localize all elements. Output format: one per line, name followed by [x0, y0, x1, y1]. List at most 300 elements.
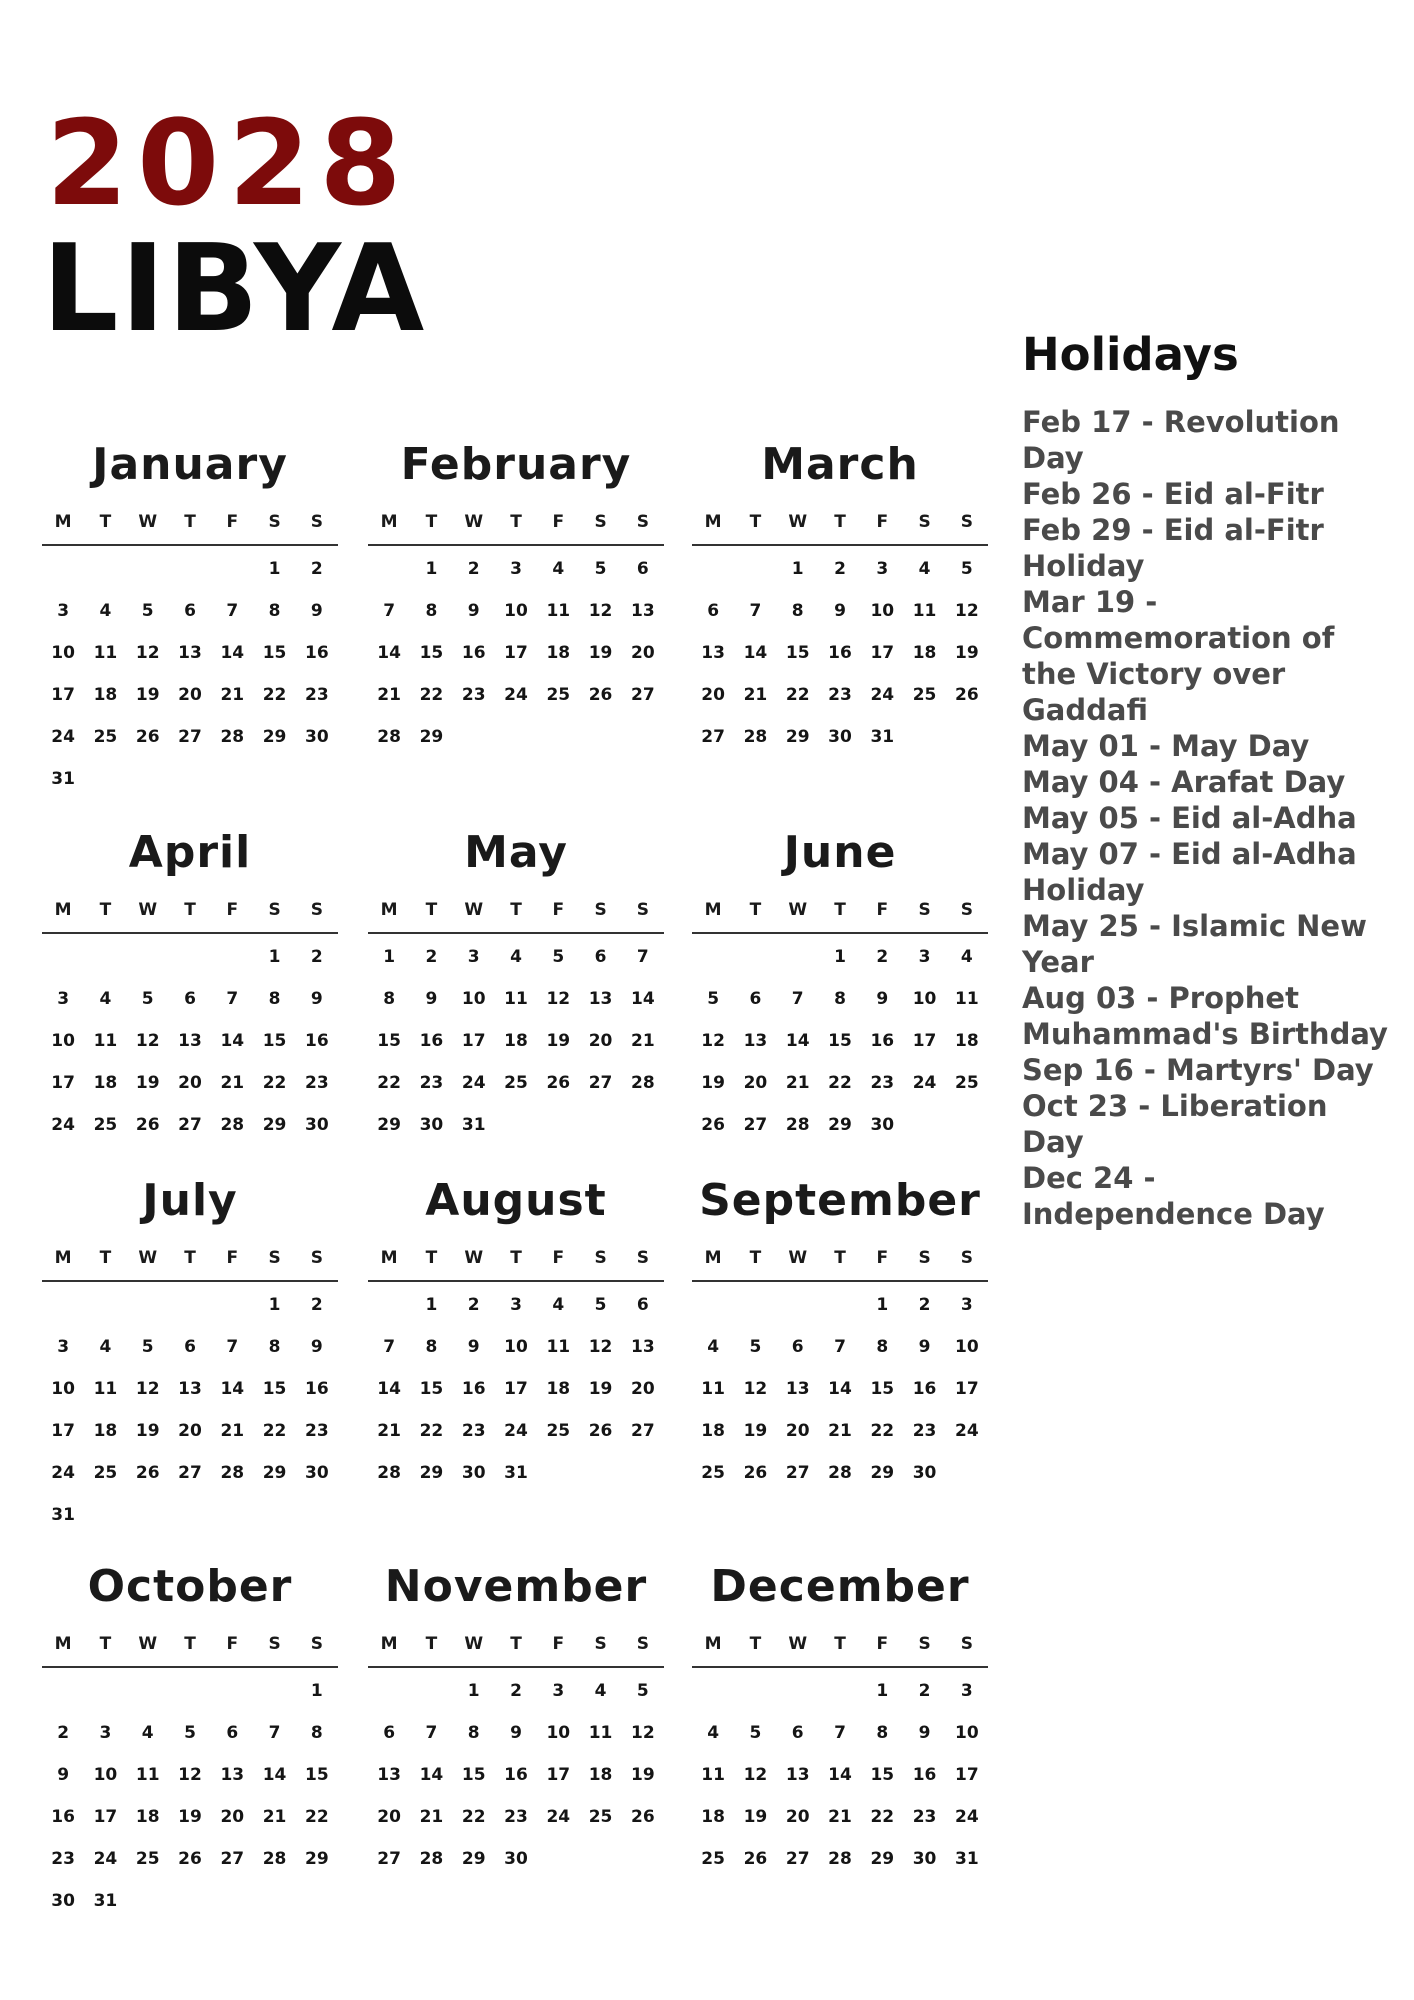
- weekday-label: F: [876, 1248, 889, 1268]
- day-grid: [692, 548, 988, 758]
- day-cell: 1: [268, 1295, 281, 1315]
- day-cell: 11: [701, 1765, 725, 1785]
- day-cell: 16: [305, 1031, 329, 1051]
- day-cell: 11: [546, 601, 571, 621]
- empty-cell: [84, 1284, 126, 1326]
- day-cell: 14: [419, 1765, 444, 1785]
- day-cell: 6: [383, 1723, 396, 1743]
- weekday-label: M: [380, 1248, 398, 1268]
- day-cell: 5: [749, 1337, 762, 1357]
- day-cell: 11: [912, 601, 937, 621]
- day-grid: [42, 1284, 338, 1536]
- day-cell: 28: [631, 1073, 655, 1093]
- weekday-header: [42, 1236, 338, 1282]
- day-cell: 24: [546, 1807, 571, 1827]
- day-cell: 19: [743, 1807, 768, 1827]
- day-cell: 13: [743, 1031, 768, 1051]
- weekday-label: S: [960, 1248, 973, 1268]
- day-cell: 8: [425, 1337, 438, 1357]
- day-cell: 21: [785, 1073, 810, 1093]
- day-cell: 11: [701, 1379, 725, 1399]
- day-cell: 3: [57, 989, 70, 1009]
- day-cell: 27: [631, 1421, 655, 1441]
- day-cell: 8: [791, 601, 804, 621]
- day-cell: 4: [552, 1295, 565, 1315]
- month-july: [42, 1166, 338, 1536]
- day-cell: 23: [305, 685, 329, 705]
- day-cell: 10: [51, 643, 75, 663]
- day-cell: 28: [785, 1115, 810, 1135]
- day-cell: 26: [178, 1849, 202, 1869]
- day-cell: 21: [262, 1807, 287, 1827]
- day-cell: 14: [220, 643, 245, 663]
- empty-cell: [84, 1670, 126, 1712]
- day-cell: 8: [268, 601, 281, 621]
- holiday-item: May 04 - Arafat Day: [1022, 764, 1346, 799]
- day-cell: 10: [912, 989, 937, 1009]
- day-cell: 28: [220, 727, 245, 747]
- day-cell: 15: [262, 1031, 287, 1051]
- day-cell: 10: [504, 1337, 528, 1357]
- day-cell: 13: [631, 601, 655, 621]
- weekday-label: T: [184, 900, 196, 920]
- day-cell: 27: [178, 1463, 202, 1483]
- day-cell: 20: [178, 1073, 202, 1093]
- weekday-label: T: [425, 1634, 438, 1654]
- weekday-label: F: [552, 900, 565, 920]
- day-cell: 19: [701, 1073, 725, 1093]
- month-august: [368, 1166, 664, 1494]
- day-cell: 6: [791, 1723, 804, 1743]
- day-cell: 16: [51, 1807, 75, 1827]
- weekday-label: W: [788, 1248, 808, 1268]
- day-cell: 24: [912, 1073, 937, 1093]
- day-cell: 18: [546, 1379, 571, 1399]
- day-cell: 23: [504, 1807, 528, 1827]
- weekday-label: T: [184, 512, 196, 532]
- weekday-label: M: [704, 900, 722, 920]
- day-cell: 3: [510, 1295, 522, 1315]
- month-september: [692, 1166, 988, 1494]
- day-cell: 2: [834, 559, 846, 579]
- weekday-header: [692, 1622, 988, 1668]
- day-cell: 22: [828, 1073, 852, 1093]
- day-cell: 25: [135, 1849, 160, 1869]
- weekday-label: S: [310, 1634, 323, 1654]
- month-name: March: [761, 439, 919, 490]
- day-cell: 2: [467, 1295, 480, 1315]
- day-cell: 22: [419, 1421, 444, 1441]
- weekday-header: [42, 1622, 338, 1668]
- empty-cell: [734, 936, 776, 978]
- day-cell: 18: [955, 1031, 979, 1051]
- day-cell: 20: [701, 685, 725, 705]
- day-cell: 30: [305, 1463, 329, 1483]
- weekday-label: S: [918, 512, 931, 532]
- day-cell: 17: [461, 1031, 486, 1051]
- weekday-header: [368, 500, 664, 546]
- day-cell: 18: [93, 685, 118, 705]
- day-cell: 12: [955, 601, 979, 621]
- day-cell: 20: [631, 1379, 655, 1399]
- weekday-label: S: [268, 1634, 281, 1654]
- day-cell: 19: [588, 643, 613, 663]
- day-cell: 19: [546, 1031, 571, 1051]
- month-march: [692, 430, 988, 758]
- day-cell: 2: [57, 1723, 70, 1743]
- day-cell: 6: [791, 1337, 804, 1357]
- day-cell: 6: [226, 1723, 239, 1743]
- weekday-label: W: [464, 1248, 484, 1268]
- empty-cell: [127, 1284, 169, 1326]
- day-cell: 22: [419, 685, 444, 705]
- day-cell: 12: [701, 1031, 725, 1051]
- day-cell: 17: [504, 643, 528, 663]
- day-cell: 24: [504, 1421, 528, 1441]
- day-cell: 20: [377, 1807, 401, 1827]
- day-cell: 18: [135, 1807, 160, 1827]
- day-cell: 22: [870, 1421, 895, 1441]
- day-cell: 26: [701, 1115, 725, 1135]
- weekday-label: M: [380, 1634, 398, 1654]
- empty-cell: [42, 936, 84, 978]
- month-december: [692, 1552, 988, 1880]
- weekday-label: T: [749, 1248, 762, 1268]
- day-cell: 21: [743, 685, 768, 705]
- day-cell: 3: [467, 947, 480, 967]
- empty-cell: [211, 1284, 253, 1326]
- day-cell: 18: [701, 1421, 725, 1441]
- day-cell: 24: [955, 1807, 979, 1827]
- day-cell: 20: [178, 685, 202, 705]
- weekday-label: T: [510, 1634, 522, 1654]
- day-cell: 3: [57, 601, 70, 621]
- day-cell: 5: [141, 989, 154, 1009]
- weekday-header: [368, 1236, 664, 1282]
- month-name: May: [464, 827, 568, 878]
- day-cell: 18: [701, 1807, 725, 1827]
- day-cell: 30: [912, 1849, 937, 1869]
- month-january: [42, 430, 338, 800]
- day-cell: 12: [135, 643, 160, 663]
- weekday-label: S: [594, 1634, 607, 1654]
- day-cell: 28: [419, 1849, 444, 1869]
- month-april: [42, 818, 338, 1146]
- day-cell: 8: [268, 989, 281, 1009]
- day-cell: 1: [467, 1681, 480, 1701]
- weekday-label: F: [226, 1634, 239, 1654]
- weekday-label: T: [834, 512, 846, 532]
- weekday-header: [42, 500, 338, 546]
- day-cell: 2: [467, 559, 480, 579]
- empty-cell: [368, 548, 410, 590]
- weekday-label: F: [552, 512, 565, 532]
- day-cell: 8: [425, 601, 438, 621]
- weekday-label: M: [704, 512, 722, 532]
- day-cell: 7: [226, 989, 239, 1009]
- day-cell: 8: [310, 1723, 323, 1743]
- day-cell: 25: [588, 1807, 613, 1827]
- day-cell: 16: [870, 1031, 895, 1051]
- weekday-label: T: [834, 1248, 846, 1268]
- day-grid: [368, 1284, 664, 1494]
- day-cell: 31: [461, 1115, 486, 1135]
- day-cell: 8: [383, 989, 396, 1009]
- weekday-label: T: [99, 1634, 112, 1654]
- day-cell: 4: [960, 947, 973, 967]
- weekday-label: T: [834, 1634, 846, 1654]
- day-cell: 7: [791, 989, 804, 1009]
- weekday-label: T: [510, 512, 522, 532]
- day-cell: 28: [743, 727, 768, 747]
- day-cell: 9: [467, 601, 480, 621]
- day-cell: 17: [51, 685, 75, 705]
- day-cell: 1: [268, 947, 281, 967]
- day-cell: 22: [870, 1807, 895, 1827]
- day-cell: 10: [955, 1723, 979, 1743]
- weekday-label: T: [749, 1634, 762, 1654]
- day-cell: 5: [594, 559, 607, 579]
- day-cell: 21: [377, 685, 401, 705]
- weekday-label: M: [704, 1248, 722, 1268]
- day-cell: 3: [510, 559, 522, 579]
- day-cell: 7: [749, 601, 762, 621]
- weekday-label: F: [876, 900, 889, 920]
- day-cell: 18: [588, 1765, 613, 1785]
- day-cell: 6: [749, 989, 762, 1009]
- day-cell: 3: [57, 1337, 70, 1357]
- empty-cell: [127, 936, 169, 978]
- day-cell: 9: [57, 1765, 70, 1785]
- day-cell: 4: [707, 1723, 720, 1743]
- empty-cell: [84, 936, 126, 978]
- month-name: January: [92, 439, 288, 490]
- weekday-label: W: [138, 1634, 158, 1654]
- day-cell: 20: [631, 643, 655, 663]
- day-cell: 7: [226, 601, 239, 621]
- weekday-label: S: [594, 512, 607, 532]
- weekday-label: T: [510, 900, 522, 920]
- day-cell: 17: [870, 643, 895, 663]
- weekday-label: T: [425, 1248, 438, 1268]
- day-cell: 26: [135, 727, 160, 747]
- day-cell: 23: [912, 1421, 937, 1441]
- empty-cell: [692, 548, 734, 590]
- day-cell: 25: [912, 685, 937, 705]
- day-grid: [692, 1284, 988, 1494]
- month-june: [692, 818, 988, 1146]
- weekday-label: W: [788, 1634, 808, 1654]
- day-cell: 26: [743, 1463, 768, 1483]
- day-cell: 14: [220, 1031, 245, 1051]
- day-cell: 11: [93, 643, 118, 663]
- day-grid: [42, 1670, 338, 1922]
- day-cell: 14: [220, 1379, 245, 1399]
- day-cell: 25: [504, 1073, 528, 1093]
- weekday-label: S: [594, 900, 607, 920]
- weekday-label: S: [918, 1634, 931, 1654]
- day-cell: 19: [135, 1421, 160, 1441]
- day-grid: [692, 1670, 988, 1880]
- month-november: [368, 1552, 664, 1880]
- day-cell: 5: [960, 559, 973, 579]
- empty-cell: [777, 1670, 819, 1712]
- empty-cell: [777, 1284, 819, 1326]
- day-grid: [42, 548, 338, 800]
- day-cell: 7: [834, 1723, 846, 1743]
- day-cell: 27: [701, 727, 725, 747]
- day-cell: 15: [870, 1379, 895, 1399]
- day-cell: 21: [220, 1421, 245, 1441]
- day-cell: 27: [220, 1849, 245, 1869]
- day-cell: 8: [467, 1723, 480, 1743]
- weekday-label: F: [552, 1634, 565, 1654]
- day-cell: 26: [743, 1849, 768, 1869]
- month-name: December: [710, 1561, 970, 1612]
- day-cell: 9: [425, 989, 438, 1009]
- day-cell: 12: [743, 1765, 768, 1785]
- weekday-label: T: [184, 1634, 196, 1654]
- day-cell: 30: [305, 1115, 329, 1135]
- day-cell: 21: [828, 1421, 852, 1441]
- empty-cell: [692, 1670, 734, 1712]
- weekday-label: W: [464, 512, 484, 532]
- day-cell: 19: [955, 643, 979, 663]
- day-cell: 1: [383, 947, 396, 967]
- weekday-header: [42, 888, 338, 934]
- day-cell: 19: [743, 1421, 768, 1441]
- day-cell: 11: [546, 1337, 571, 1357]
- country-title: LIBYA: [42, 220, 427, 359]
- day-cell: 17: [504, 1379, 528, 1399]
- day-cell: 2: [918, 1681, 931, 1701]
- day-cell: 15: [262, 643, 287, 663]
- weekday-header: [368, 1622, 664, 1668]
- day-cell: 11: [504, 989, 528, 1009]
- day-cell: 12: [631, 1723, 655, 1743]
- day-cell: 23: [51, 1849, 75, 1869]
- weekday-label: W: [464, 1634, 484, 1654]
- day-cell: 5: [707, 989, 720, 1009]
- month-name: November: [384, 1561, 648, 1612]
- day-cell: 18: [93, 1073, 118, 1093]
- day-cell: 1: [268, 559, 281, 579]
- day-cell: 17: [546, 1765, 571, 1785]
- day-cell: 25: [955, 1073, 979, 1093]
- day-cell: 10: [93, 1765, 118, 1785]
- weekday-label: S: [636, 1634, 649, 1654]
- day-cell: 14: [262, 1765, 287, 1785]
- day-cell: 3: [552, 1681, 565, 1701]
- day-cell: 30: [870, 1115, 895, 1135]
- day-cell: 29: [419, 1463, 444, 1483]
- day-cell: 26: [135, 1115, 160, 1135]
- weekday-label: S: [636, 512, 649, 532]
- day-cell: 25: [546, 1421, 571, 1441]
- day-cell: 18: [93, 1421, 118, 1441]
- weekday-label: F: [552, 1248, 565, 1268]
- day-cell: 7: [226, 1337, 239, 1357]
- day-grid: [368, 936, 664, 1146]
- day-cell: 16: [419, 1031, 444, 1051]
- day-cell: 23: [461, 1421, 486, 1441]
- day-cell: 26: [546, 1073, 571, 1093]
- weekday-label: T: [184, 1248, 196, 1268]
- day-cell: 4: [99, 989, 112, 1009]
- day-cell: 1: [834, 947, 846, 967]
- day-cell: 18: [504, 1031, 528, 1051]
- day-cell: 26: [135, 1463, 160, 1483]
- day-cell: 21: [220, 1073, 245, 1093]
- day-cell: 1: [310, 1681, 323, 1701]
- day-cell: 10: [51, 1379, 75, 1399]
- day-cell: 19: [631, 1765, 655, 1785]
- day-cell: 6: [594, 947, 607, 967]
- day-cell: 7: [383, 601, 396, 621]
- day-cell: 2: [310, 947, 323, 967]
- day-cell: 28: [828, 1849, 852, 1869]
- day-cell: 19: [135, 1073, 160, 1093]
- day-cell: 12: [135, 1031, 160, 1051]
- weekday-label: S: [594, 1248, 607, 1268]
- empty-cell: [42, 548, 84, 590]
- day-cell: 24: [51, 1463, 75, 1483]
- day-cell: 15: [870, 1765, 895, 1785]
- day-cell: 14: [785, 1031, 810, 1051]
- weekday-label: S: [636, 1248, 649, 1268]
- day-cell: 13: [785, 1765, 810, 1785]
- day-cell: 30: [912, 1463, 937, 1483]
- day-cell: 20: [220, 1807, 245, 1827]
- holiday-item: Aug 03 - Prophet Muhammad's Birthday: [1022, 980, 1388, 1051]
- empty-cell: [211, 1670, 253, 1712]
- weekday-label: S: [636, 900, 649, 920]
- day-cell: 29: [419, 727, 444, 747]
- weekday-label: W: [138, 900, 158, 920]
- weekday-label: T: [834, 900, 846, 920]
- day-cell: 20: [588, 1031, 613, 1051]
- day-cell: 27: [743, 1115, 768, 1135]
- day-cell: 8: [876, 1723, 889, 1743]
- weekday-label: T: [425, 512, 438, 532]
- empty-cell: [169, 1670, 211, 1712]
- day-cell: 30: [461, 1463, 486, 1483]
- day-cell: 21: [377, 1421, 401, 1441]
- day-cell: 5: [141, 601, 154, 621]
- day-cell: 2: [510, 1681, 522, 1701]
- day-cell: 26: [955, 685, 979, 705]
- empty-cell: [253, 1670, 295, 1712]
- day-cell: 20: [743, 1073, 768, 1093]
- day-cell: 1: [425, 1295, 438, 1315]
- day-cell: 31: [51, 769, 75, 789]
- day-cell: 5: [552, 947, 565, 967]
- empty-cell: [211, 548, 253, 590]
- day-cell: 16: [828, 643, 852, 663]
- weekday-label: M: [380, 512, 398, 532]
- holiday-item: Oct 23 - Liberation Day: [1022, 1088, 1328, 1159]
- day-cell: 27: [631, 685, 655, 705]
- weekday-label: F: [226, 1248, 239, 1268]
- day-cell: 31: [955, 1849, 979, 1869]
- day-cell: 15: [461, 1765, 486, 1785]
- day-cell: 11: [93, 1031, 118, 1051]
- day-cell: 31: [870, 727, 895, 747]
- day-cell: 4: [707, 1337, 720, 1357]
- day-cell: 5: [749, 1723, 762, 1743]
- day-cell: 21: [828, 1807, 852, 1827]
- day-cell: 2: [310, 559, 323, 579]
